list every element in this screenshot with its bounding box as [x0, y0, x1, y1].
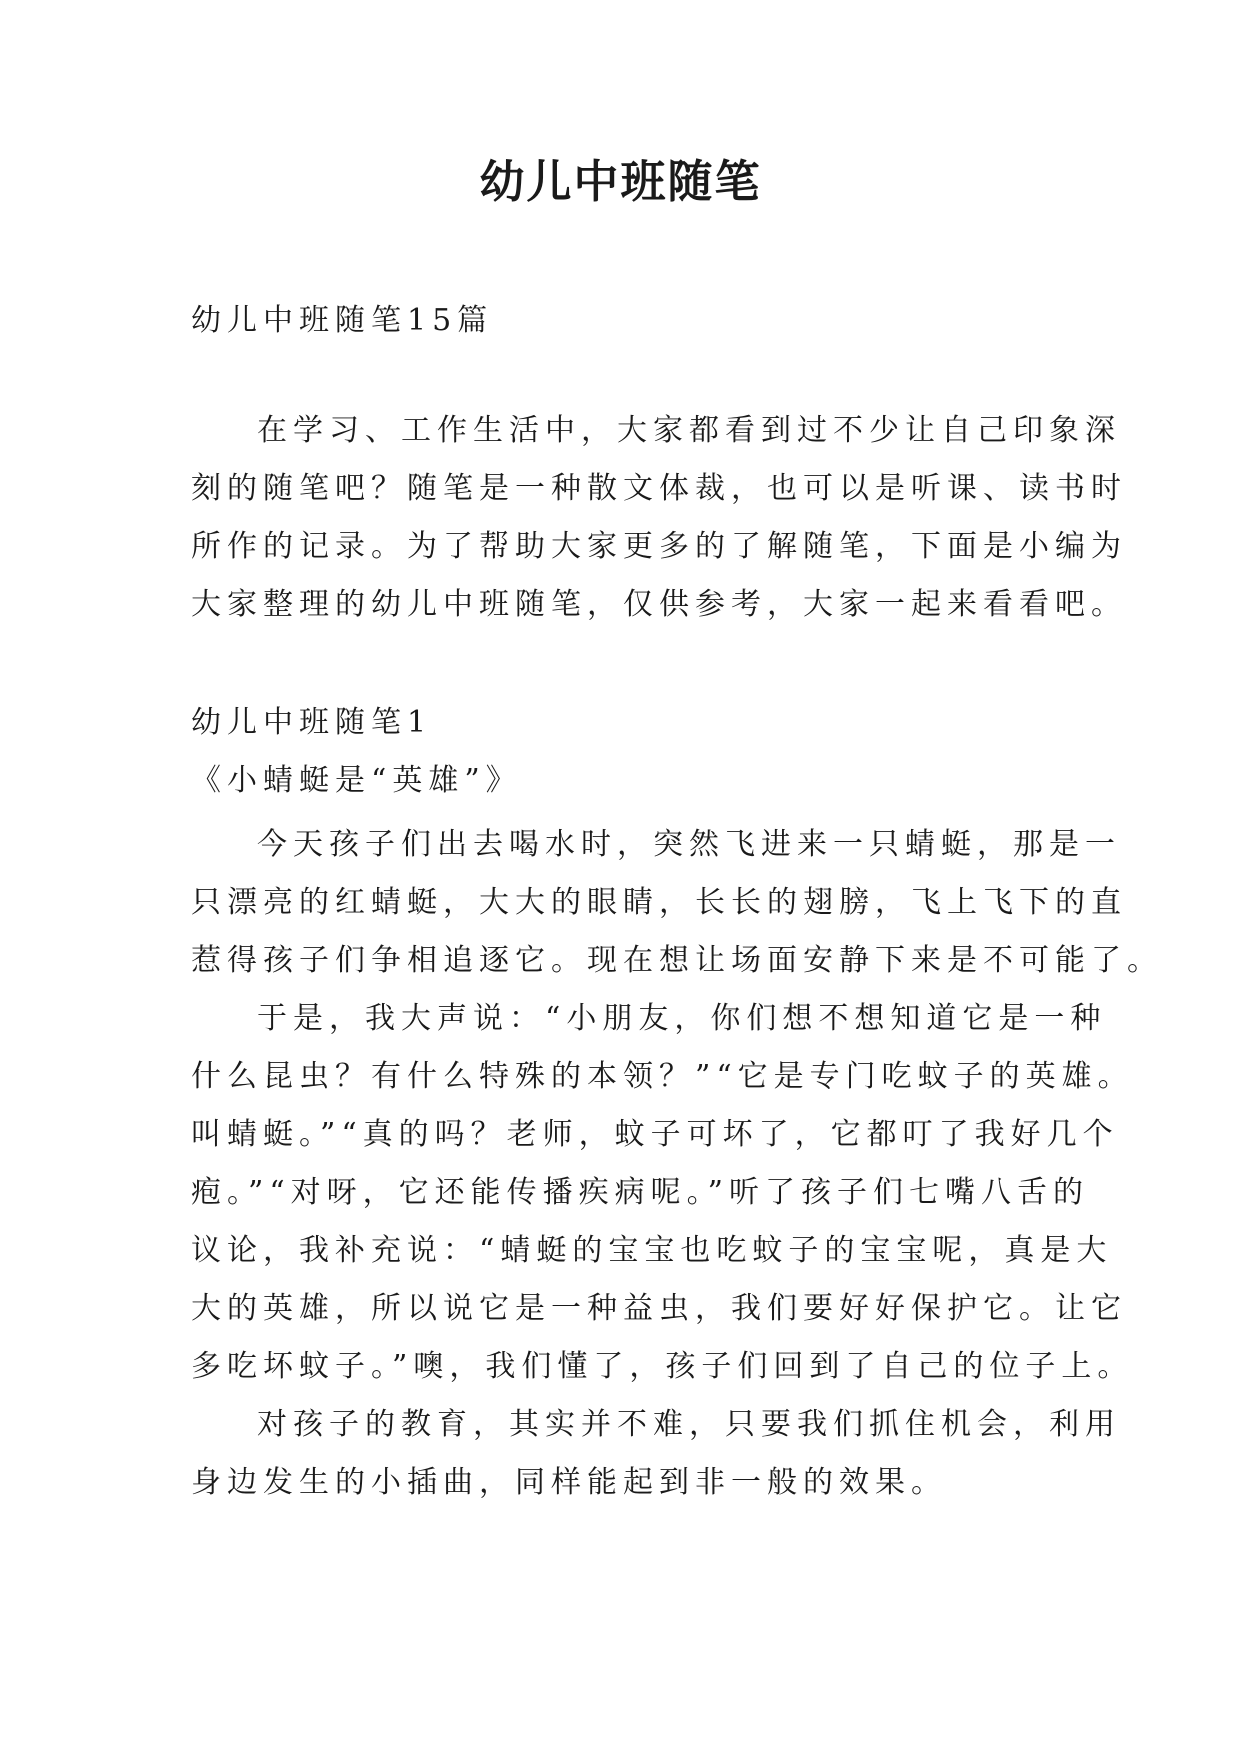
body-line: 多吃坏蚊子。”噢，我们懂了，孩子们回到了自己的位子上。 [191, 1349, 1134, 1384]
body-line: 疱。”“对呀，它还能传播疾病呢。”听了孩子们七嘴八舌的 [191, 1175, 1090, 1210]
section-body [191, 816, 1163, 1512]
intro-line: 大家整理的幼儿中班随笔，仅供参考，大家一起来看看吧。 [191, 587, 1127, 622]
body-line: 叫蜻蜓。”“真的吗？老师，蚊子可坏了，它都叮了我好几个 [191, 1117, 1119, 1152]
body-line: 什么昆虫？有什么特殊的本领？”“它是专门吃蚊子的英雄。 [191, 1059, 1134, 1094]
subtitle-line: 幼儿中班随笔15篇 [191, 303, 494, 338]
body-line: 身边发生的小插曲，同样能起到非一般的效果。 [191, 1465, 947, 1500]
body-line: 对孩子的教育，其实并不难，只要我们抓住机会，利用 [257, 1407, 1121, 1442]
body-line: 议论，我补充说：“蜻蜓的宝宝也吃蚊子的宝宝呢，真是大 [191, 1233, 1113, 1268]
intro-line: 在学习、工作生活中，大家都看到过不少让自己印象深 [257, 413, 1121, 448]
story-title: 《小蜻蜓是“英雄”》 [191, 763, 522, 798]
body-line: 今天孩子们出去喝水时，突然飞进来一只蜻蜓，那是一 [257, 827, 1121, 862]
section-header [191, 694, 1071, 810]
document-title: 幼儿中班随笔 [479, 155, 762, 208]
body-line: 只漂亮的红蜻蜓，大大的眼睛，长长的翅膀，飞上飞下的直 [191, 885, 1127, 920]
intro-paragraph [191, 402, 1127, 634]
intro-line: 刻的随笔吧？随笔是一种散文体裁，也可以是听课、读书时 [191, 471, 1127, 506]
section-heading: 幼儿中班随笔1 [191, 705, 433, 740]
body-line: 于是，我大声说：“小朋友，你们想不想知道它是一种 [257, 1001, 1107, 1036]
body-line: 惹得孩子们争相追逐它。现在想让场面安静下来是不可能了。 [191, 943, 1163, 978]
body-line: 大的英雄，所以说它是一种益虫，我们要好好保护它。让它 [191, 1291, 1127, 1326]
document-subtitle [191, 292, 1071, 350]
intro-line: 所作的记录。为了帮助大家更多的了解随笔，下面是小编为 [191, 529, 1127, 564]
